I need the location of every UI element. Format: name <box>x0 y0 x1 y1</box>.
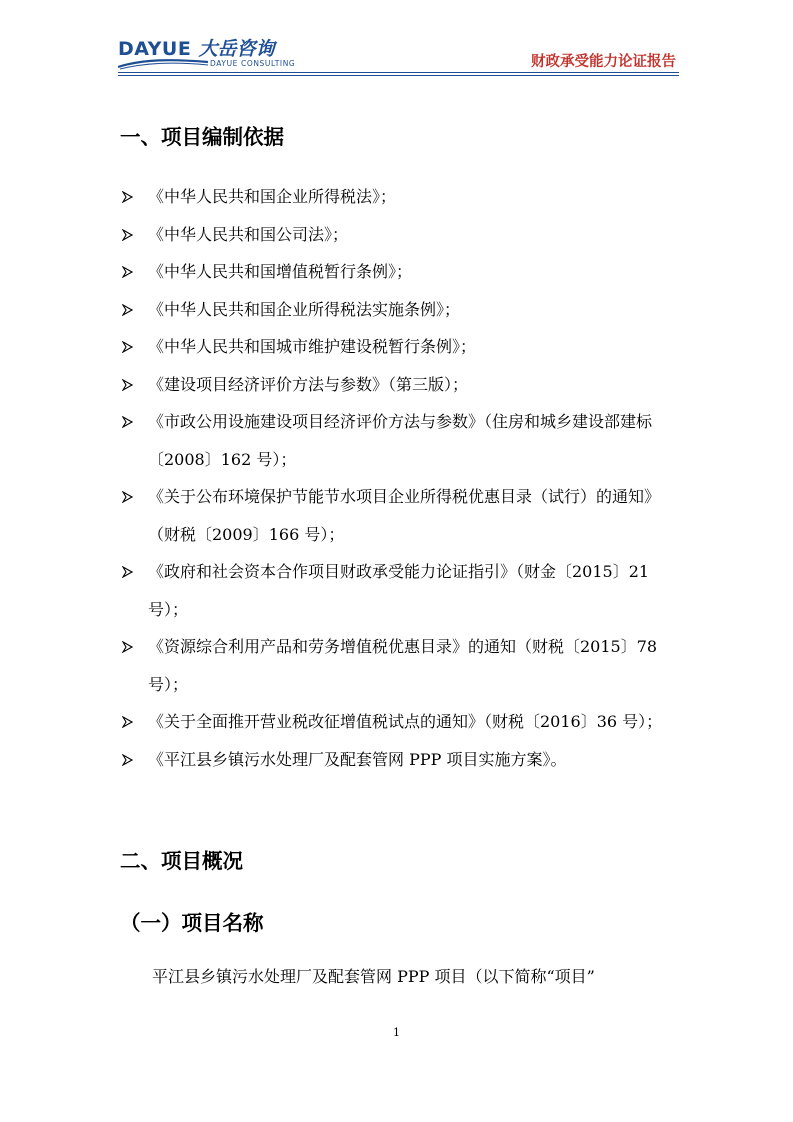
subsection-heading-project-name: （一）项目名称 <box>120 911 264 935</box>
arrow-bullet-icon <box>120 216 136 254</box>
arrow-bullet-icon <box>120 703 136 741</box>
list-item <box>120 403 680 478</box>
list-item-text: 《中华人民共和国公司法》； <box>148 224 349 244</box>
company-logo <box>118 34 318 68</box>
logo-en: DAYUE <box>118 38 192 60</box>
list-item-text: 《中华人民共和国企业所得税法实施条例》； <box>148 299 461 319</box>
reference-list <box>120 178 680 778</box>
logo-swoosh-icon <box>118 58 210 70</box>
list-item-text: 《市政公用设施建设项目经济评价方法与参数》（住房和城乡建设部建标〔2008〕162 号）； <box>148 412 653 469</box>
logo-cn: 大岳咨询 <box>198 38 275 60</box>
arrow-bullet-icon <box>120 628 136 666</box>
list-item <box>120 366 680 404</box>
list-item-text: 《中华人民共和国增值税暂行条例》； <box>148 262 413 281</box>
arrow-bullet-icon <box>120 178 136 216</box>
body-paragraph: 平江县乡镇污水处理厂及配套管网 PPP 项目（以下简称“项目” <box>152 967 595 986</box>
list-item <box>120 703 680 741</box>
list-item-text: 《建设项目经济评价方法与参数》（第三版）； <box>148 374 469 394</box>
list-item <box>120 741 680 779</box>
logo-subtitle: DAYUE CONSULTING <box>210 59 296 68</box>
list-item <box>120 628 680 703</box>
list-item <box>120 253 680 291</box>
list-item-text: 《资源综合利用产品和劳务增值税优惠目录》的通知（财税〔2015〕78 号）； <box>148 637 658 694</box>
arrow-bullet-icon <box>120 328 136 366</box>
page-header <box>118 30 679 76</box>
arrow-bullet-icon <box>120 741 136 779</box>
section-heading-overview: 二、项目概况 <box>120 849 243 873</box>
list-item <box>120 478 680 553</box>
list-item <box>120 291 680 329</box>
list-item <box>120 553 680 628</box>
list-item <box>120 178 680 216</box>
list-item <box>120 328 680 366</box>
list-item-text: 《平江县乡镇污水处理厂及配套管网 PPP 项目实施方案》。 <box>148 749 567 769</box>
arrow-bullet-icon <box>120 403 136 441</box>
list-item-text: 《中华人民共和国城市维护建设税暂行条例》； <box>148 337 477 356</box>
arrow-bullet-icon <box>120 253 136 291</box>
header-divider-thin <box>118 75 679 76</box>
header-divider <box>118 72 679 73</box>
arrow-bullet-icon <box>120 291 136 329</box>
arrow-bullet-icon <box>120 553 136 591</box>
list-item-text: 《关于公布环境保护节能节水项目企业所得税优惠目录（试行）的通知》（财税〔2009〕166 号）； <box>148 487 661 544</box>
report-title: 财政承受能力论证报告 <box>531 54 676 70</box>
list-item-text: 《政府和社会资本合作项目财政承受能力论证指引》（财金〔2015〕21 号）； <box>148 562 650 619</box>
list-item-text: 《中华人民共和国企业所得税法》； <box>148 187 397 206</box>
page-number: 1 <box>393 1026 400 1039</box>
list-item-text: 《关于全面推开营业税改征增值税试点的通知》（财税〔2016〕36 号）； <box>148 712 663 731</box>
logo-wordmark <box>118 34 274 61</box>
list-item <box>120 216 680 254</box>
arrow-bullet-icon <box>120 478 136 516</box>
section-heading-basis: 一、项目编制依据 <box>120 125 284 149</box>
arrow-bullet-icon <box>120 366 136 404</box>
